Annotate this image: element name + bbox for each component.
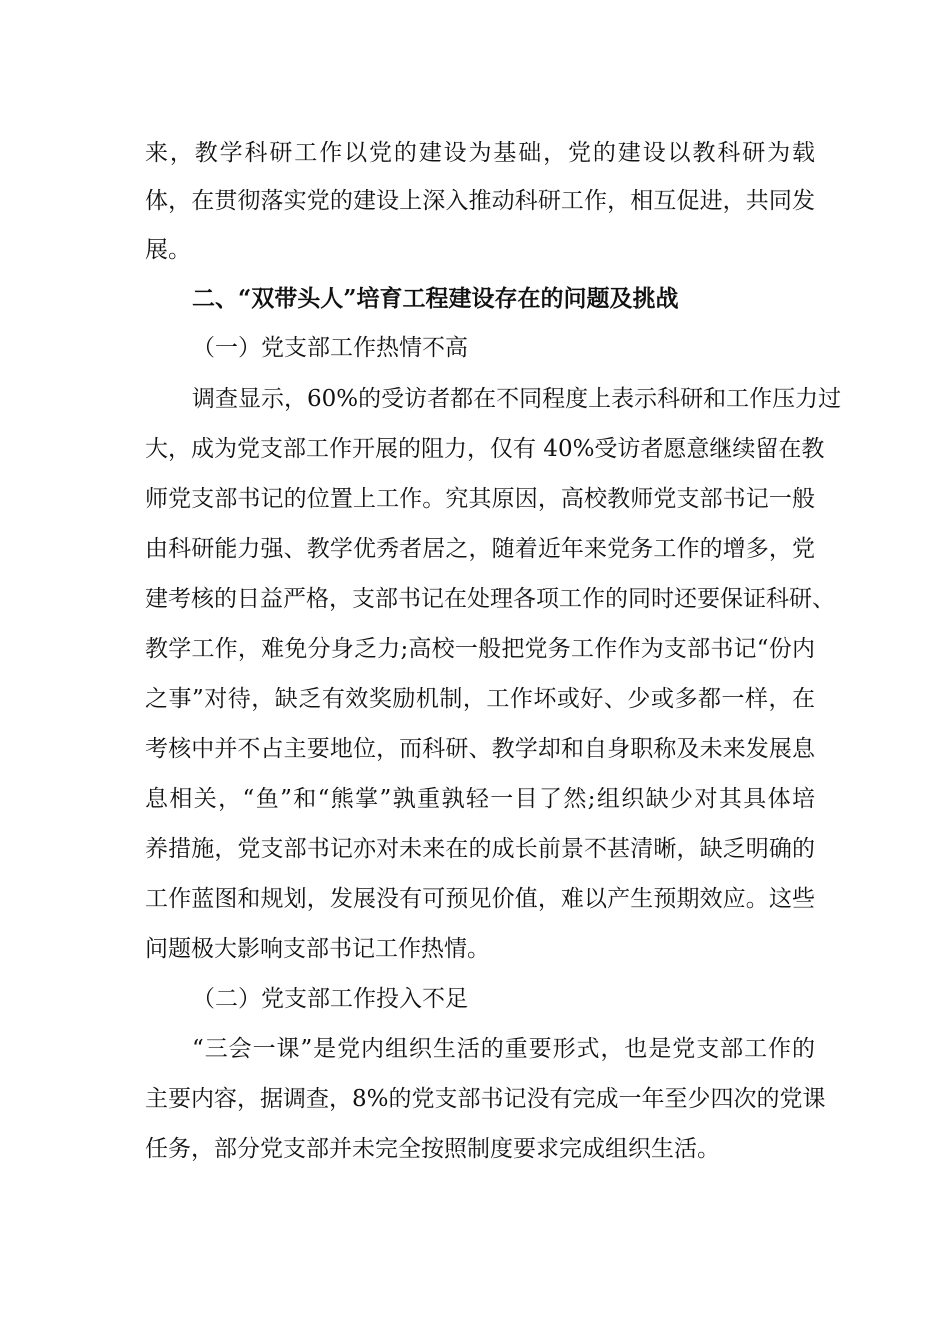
subsection-heading: （二）党支部工作投入不足	[192, 986, 468, 1012]
paragraph-line: 体，在贯彻落实党的建设上深入推动科研工作，相互促进，共同发	[145, 188, 815, 214]
paragraph-line: 大，成为党支部工作开展的阻力，仅有 40%受访者愿意继续留在教	[145, 436, 825, 462]
section-heading: 二、“双带头人”培育工程建设存在的问题及挑战	[192, 285, 679, 312]
paragraph-line: 来，教学科研工作以党的建设为基础，党的建设以教科研为载	[145, 140, 815, 166]
paragraph-line: 师党支部书记的位置上工作。究其原因，高校教师党支部书记一般	[145, 486, 815, 512]
paragraph-line: 主要内容，据调查，8%的党支部书记没有完成一年至少四次的党课	[145, 1086, 826, 1112]
paragraph-line: 教学工作，难免分身乏力;高校一般把党务工作作为支部书记“份内	[145, 636, 815, 662]
paragraph-line: 建考核的日益严格，支部书记在处理各项工作的同时还要保证科研、	[145, 586, 835, 612]
paragraph-line: 调查显示，60%的受访者都在不同程度上表示科研和工作压力过	[192, 386, 842, 412]
paragraph-line: 息相关，“鱼”和“熊掌”孰重孰轻一目了然;组织缺少对其具体培	[145, 786, 815, 812]
paragraph-line: 展。	[145, 237, 191, 263]
paragraph-line: 由科研能力强、教学优秀者居之，随着近年来党务工作的增多，党	[145, 536, 815, 562]
paragraph-line: 之事”对待，缺乏有效奖励机制，工作坏或好、少或多都一样，在	[145, 686, 815, 712]
subsection-heading: （一）党支部工作热情不高	[192, 335, 468, 361]
paragraph-line: 问题极大影响支部书记工作热情。	[145, 936, 490, 962]
paragraph-line: 工作蓝图和规划，发展没有可预见价值，难以产生预期效应。这些	[145, 886, 815, 912]
paragraph-line: 考核中并不占主要地位，而科研、教学却和自身职称及未来发展息	[145, 736, 815, 762]
paragraph-line: 任务，部分党支部并未完全按照制度要求完成组织生活。	[145, 1136, 720, 1162]
paragraph-line: 养措施，党支部书记亦对未来在的成长前景不甚清晰，缺乏明确的	[145, 836, 815, 862]
paragraph-line: “三会一课”是党内组织生活的重要形式，也是党支部工作的	[192, 1036, 815, 1062]
